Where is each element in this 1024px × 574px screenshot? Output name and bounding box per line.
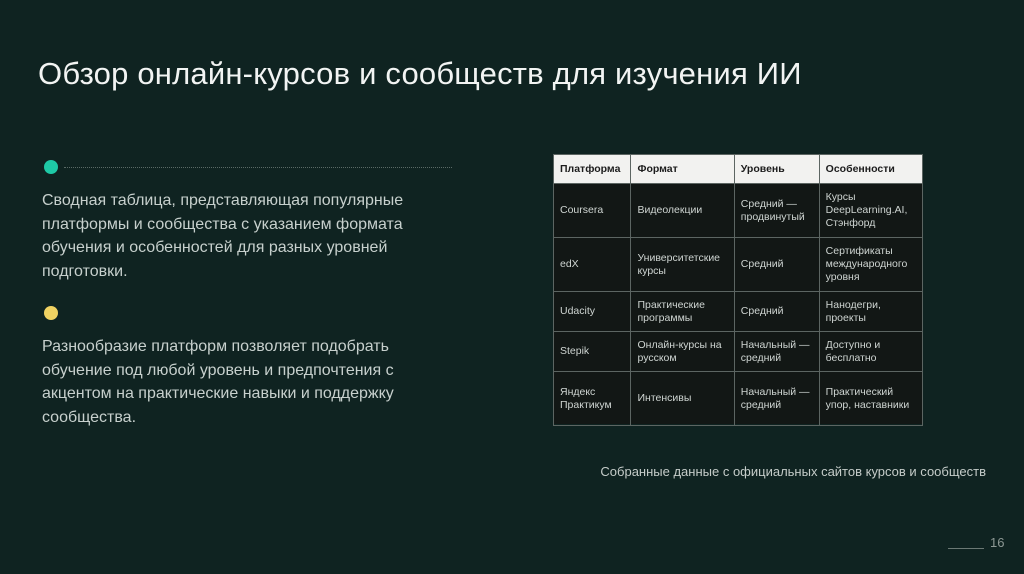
table-cell: Начальный — средний bbox=[734, 372, 819, 426]
table-cell: Udacity bbox=[554, 292, 631, 332]
table-cell: Stepik bbox=[554, 332, 631, 372]
bullet-marker-2 bbox=[44, 306, 452, 320]
table-cell: Курсы DeepLearning.AI, Стэнфорд bbox=[819, 184, 922, 238]
platforms-table bbox=[553, 154, 923, 424]
dotted-divider bbox=[64, 167, 452, 168]
bullet-marker-1 bbox=[44, 160, 452, 174]
header-format: Формат bbox=[631, 155, 734, 184]
yellow-dot-icon bbox=[44, 306, 58, 320]
table-row bbox=[554, 332, 923, 372]
table-cell: Практический упор, наставники bbox=[819, 372, 922, 426]
table-cell: Coursera bbox=[554, 184, 631, 238]
table-cell: Нанодегри, проекты bbox=[819, 292, 922, 332]
header-level: Уровень bbox=[734, 155, 819, 184]
table-row bbox=[554, 184, 923, 238]
table-cell: Университетские курсы bbox=[631, 238, 734, 292]
table-cell: Начальный — средний bbox=[734, 332, 819, 372]
bullet-text-2: Разнообразие платформ позволяет подобрать обучение под любой уровень и предпочтения с акцентом на практические навыки и поддержку сообщества. bbox=[42, 338, 394, 426]
table-cell: Средний — продвинутый bbox=[734, 184, 819, 238]
table-cell: Видеолекции bbox=[631, 184, 734, 238]
page-number-divider bbox=[948, 548, 984, 549]
bullet-text-1: Сводная таблица, представляющая популярные платформы и сообщества с указанием формата обучения и особенностей для разных уровней подготовки. bbox=[42, 192, 404, 280]
table-header-row bbox=[554, 155, 923, 184]
header-features: Особенности bbox=[819, 155, 922, 184]
page-title: Обзор онлайн-курсов и сообществ для изучения ИИ bbox=[38, 56, 802, 91]
table-cell: edX bbox=[554, 238, 631, 292]
table-cell: Яндекс Практикум bbox=[554, 372, 631, 426]
table-cell: Практические программы bbox=[631, 292, 734, 332]
header-platform: Платформа bbox=[554, 155, 631, 184]
table-row bbox=[554, 372, 923, 426]
table-cell: Онлайн-курсы на русском bbox=[631, 332, 734, 372]
table-row bbox=[554, 292, 923, 332]
table-cell: Доступно и бесплатно bbox=[819, 332, 922, 372]
page-number: 16 bbox=[990, 535, 1005, 550]
teal-dot-icon bbox=[44, 160, 58, 174]
table-cell: Интенсивы bbox=[631, 372, 734, 426]
table-row bbox=[554, 238, 923, 292]
table-cell: Сертификаты международного уровня bbox=[819, 238, 922, 292]
table-cell: Средний bbox=[734, 292, 819, 332]
table-caption: Собранные данные с официальных сайтов курсов и сообществ bbox=[600, 464, 986, 479]
table-cell: Средний bbox=[734, 238, 819, 292]
